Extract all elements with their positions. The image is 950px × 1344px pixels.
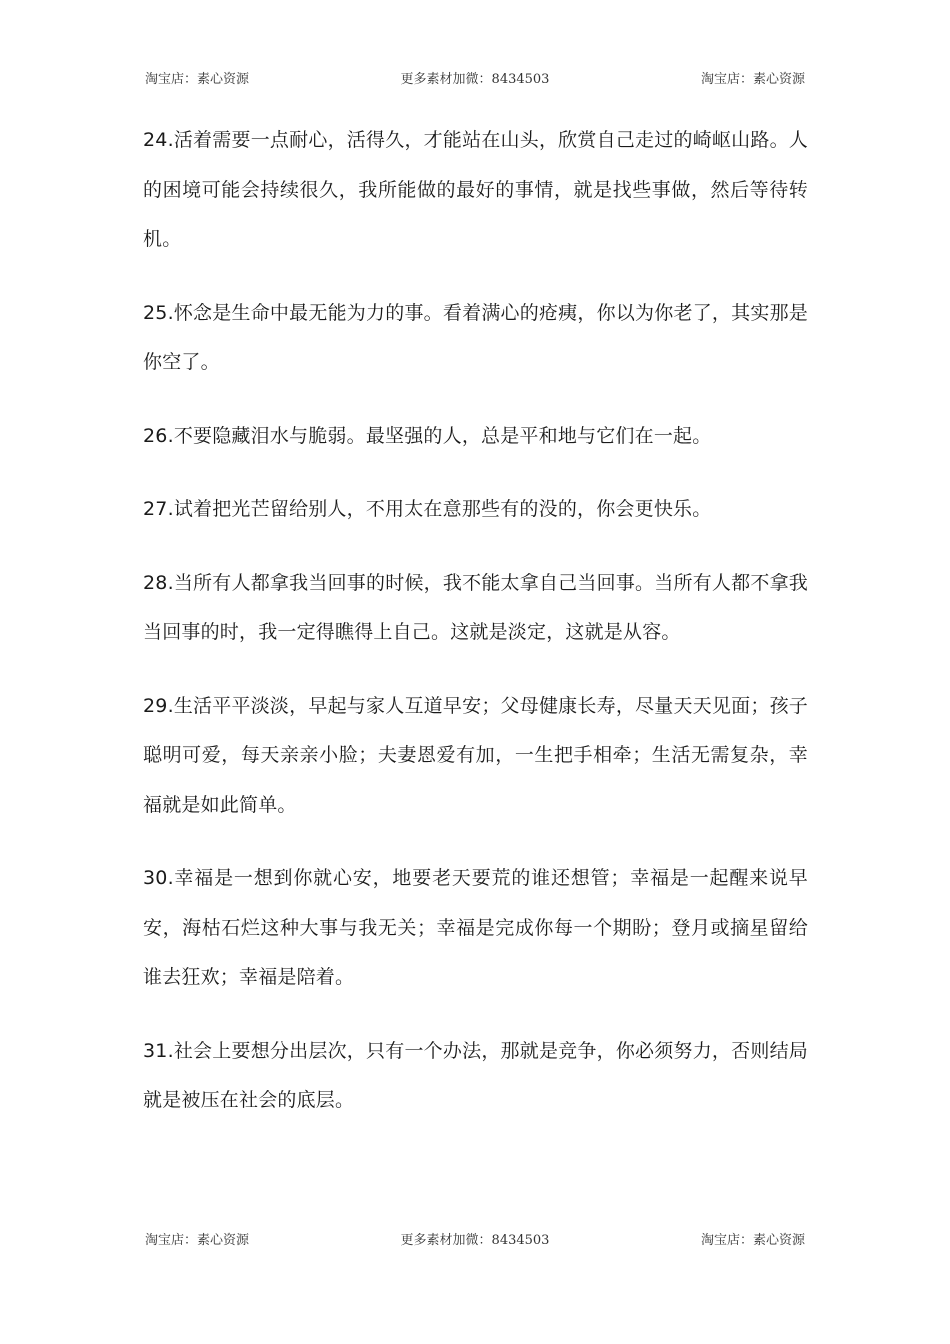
- header-center-text: 更多素材加微：8434503: [400, 72, 550, 87]
- paragraph-31: 31.社会上要想分出层次，只有一个办法，那就是竞争，你必须努力，否则结局就是被压在社会的底层。: [143, 1039, 808, 1111]
- paragraph-24: 24.活着需要一点耐心，活得久，才能站在山头，欣赏自己走过的崎岖山路。人的困境可能会持续很久，我所能做的最好的事情，就是找些事做，然后等待转机。: [143, 129, 808, 250]
- header-left-text: 淘宝店：素心资源: [145, 72, 250, 87]
- paragraph-27: 27.试着把光芒留给别人，不用太在意那些有的没的，你会更快乐。: [143, 498, 712, 520]
- footer-right-text: 淘宝店：素心资源: [700, 1233, 805, 1248]
- header-right-text: 淘宝店：素心资源: [700, 72, 805, 87]
- paragraph-26: 26.不要隐藏泪水与脆弱。最坚强的人，总是平和地与它们在一起。: [143, 424, 712, 447]
- page-footer: [145, 1229, 805, 1248]
- paragraph-28: 28.当所有人都拿我当回事的时候，我不能太拿自己当回事。当所有人都不拿我当回事的时，我一定得瞧得上自己。这就是淡定，这就是从容。: [143, 571, 808, 643]
- paragraph-25: 25.怀念是生命中最无能为力的事。看着满心的疮痍，你以为你老了，其实那是你空了。: [143, 301, 808, 373]
- document-body: [143, 116, 808, 1150]
- paragraph-29: 29.生活平平淡淡，早起与家人互道早安；父母健康长寿，尽量天天见面；孩子聪明可爱，每天亲亲小脸；夫妻恩爱有加，一生把手相牵；生活无需复杂，幸福就是如此简单。: [143, 694, 808, 816]
- paragraph-30: 30.幸福是一想到你就心安，地要老天要荒的谁还想管；幸福是一起醒来说早安，海枯石烂这种大事与我无关；幸福是完成你每一个期盼；登月或摘星留给谁去狂欢；幸福是陪着。: [143, 867, 808, 988]
- page-header: [145, 68, 805, 87]
- footer-left-text: 淘宝店：素心资源: [145, 1233, 250, 1248]
- footer-center-text: 更多素材加微：8434503: [400, 1233, 550, 1248]
